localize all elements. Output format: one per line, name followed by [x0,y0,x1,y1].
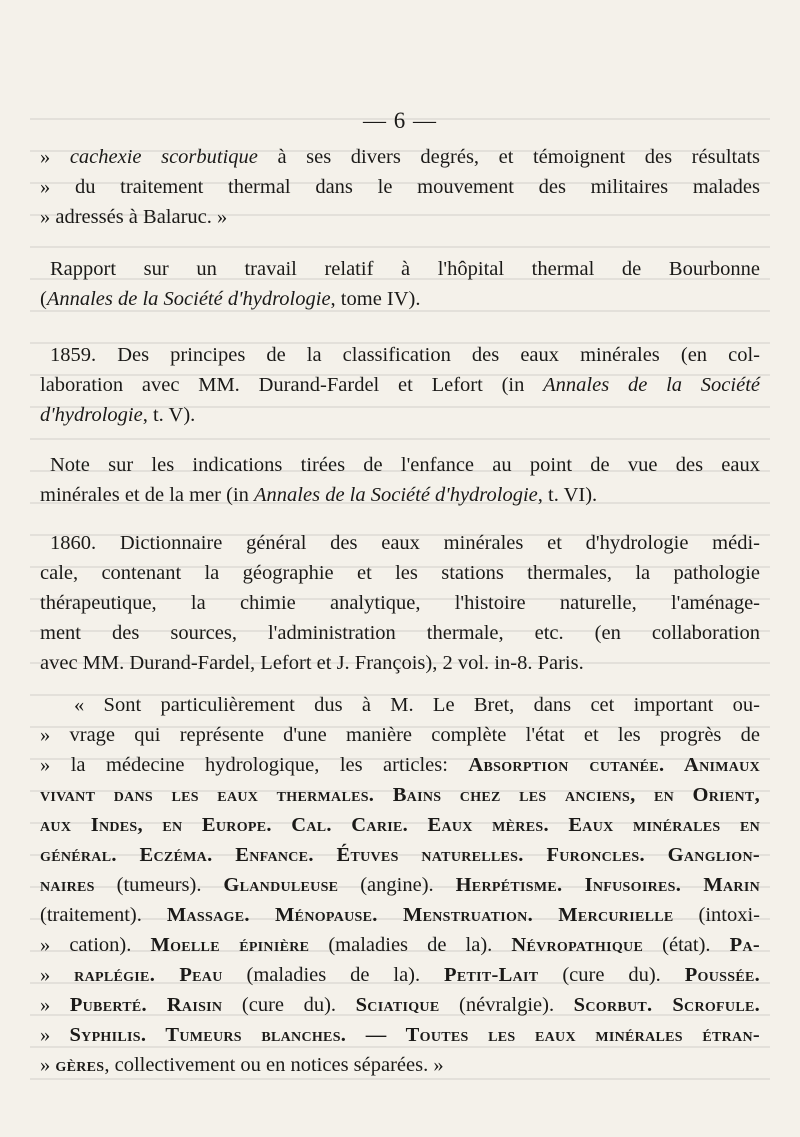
text-line: » la médecine hydrologique, les articles: Absorption cutanée. Animaux [40,754,760,776]
text-line: Note sur les indications tirées de l'enfance au point de vue des eaux [50,454,760,476]
text-line: (Annales de la Société d'hydrologie, tome IV). [40,288,421,310]
text-line: aux Indes, en Europe. Cal. Carie. Eaux mères. Eaux minérales en [40,814,760,836]
text-line: » vrage qui représente d'une manière complète l'état et les progrès de [40,724,760,746]
text-line: thérapeutique, la chimie analytique, l'histoire naturelle, l'aménage- [40,592,760,614]
text-line: Rapport sur un travail relatif à l'hôpital thermal de Bourbonne [50,258,760,280]
italic-term: cachexie scorbutique [69,146,258,168]
text-line: ment des sources, l'administration thermale, etc. (en collaboration [40,622,760,644]
text-line: » cation). Moelle épinière (maladies de la). Névropathique (état). Pa- [40,934,760,956]
rapport-paragraph [40,254,760,314]
journal-title: Annales de la Société [543,374,760,396]
entry-1859-paragraph [40,340,760,430]
journal-title: d'hydrologie [40,404,143,426]
text-line: vivant dans les eaux thermales. Bains chez les anciens, en Orient, [40,784,760,806]
text-line: » adressés à Balaruc. » [40,206,228,228]
text-line: » Puberté. Raisin (cure du). Sciatique (névralgie). Scorbut. Scrofule. [40,994,761,1016]
text-line: « Sont particulièrement dus à M. Le Bret, dans cet important ou- [74,694,760,716]
note-paragraph [40,450,760,510]
text-line: général. Eczéma. Enfance. Étuves naturelles. Furoncles. Ganglion- [40,844,760,866]
text-line: minérales et de la mer (in Annales de la Société d'hydrologie, t. VI). [40,484,598,506]
text-line: d'hydrologie, t. V). [40,404,196,426]
text-line: (traitement). Massage. Ménopause. Menstruation. Mercurielle (intoxi- [40,904,760,926]
journal-title: Annales de la Société d'hydrologie [46,288,331,310]
text-line: » Syphilis. Tumeurs blanches. — Toutes les eaux minérales étran- [40,1024,761,1046]
quote-continuation-paragraph [40,142,760,232]
text-line: avec MM. Durand-Fardel, Lefort et J. François), 2 vol. in-8. Paris. [40,652,584,674]
text-line: 1859. Des principes de la classification des eaux minérales (en col- [50,344,760,366]
entry-1860-paragraph [40,528,760,678]
quote-articles-paragraph [40,690,760,1080]
text-line: laboration avec MM. Durand-Fardel et Lefort (in Annales de la Société [40,374,760,396]
text-line: » raplégie. Peau (maladies de la). Petit-Lait (cure du). Poussée. [40,964,761,986]
journal-title: Annales de la Société d'hydrologie [254,484,538,506]
text-line: » cachexie scorbutique à ses divers degrés, et témoignent des résultats [40,146,761,168]
text-line: cale, contenant la géographie et les stations thermales, la pathologie [40,562,760,584]
text-line: » gères, collectivement ou en notices séparées. » [40,1054,444,1076]
text-line: » du traitement thermal dans le mouvement des militaires malades [40,176,760,198]
text-line: naires (tumeurs). Glanduleuse (angine). Herpétisme. Infusoires. Marin [40,874,760,896]
text-line: 1860. Dictionnaire général des eaux minérales et d'hydrologie médi- [50,532,760,554]
page-number: — 6 — [363,108,437,133]
article-title: Absorption cutanée. Animaux [468,754,760,776]
